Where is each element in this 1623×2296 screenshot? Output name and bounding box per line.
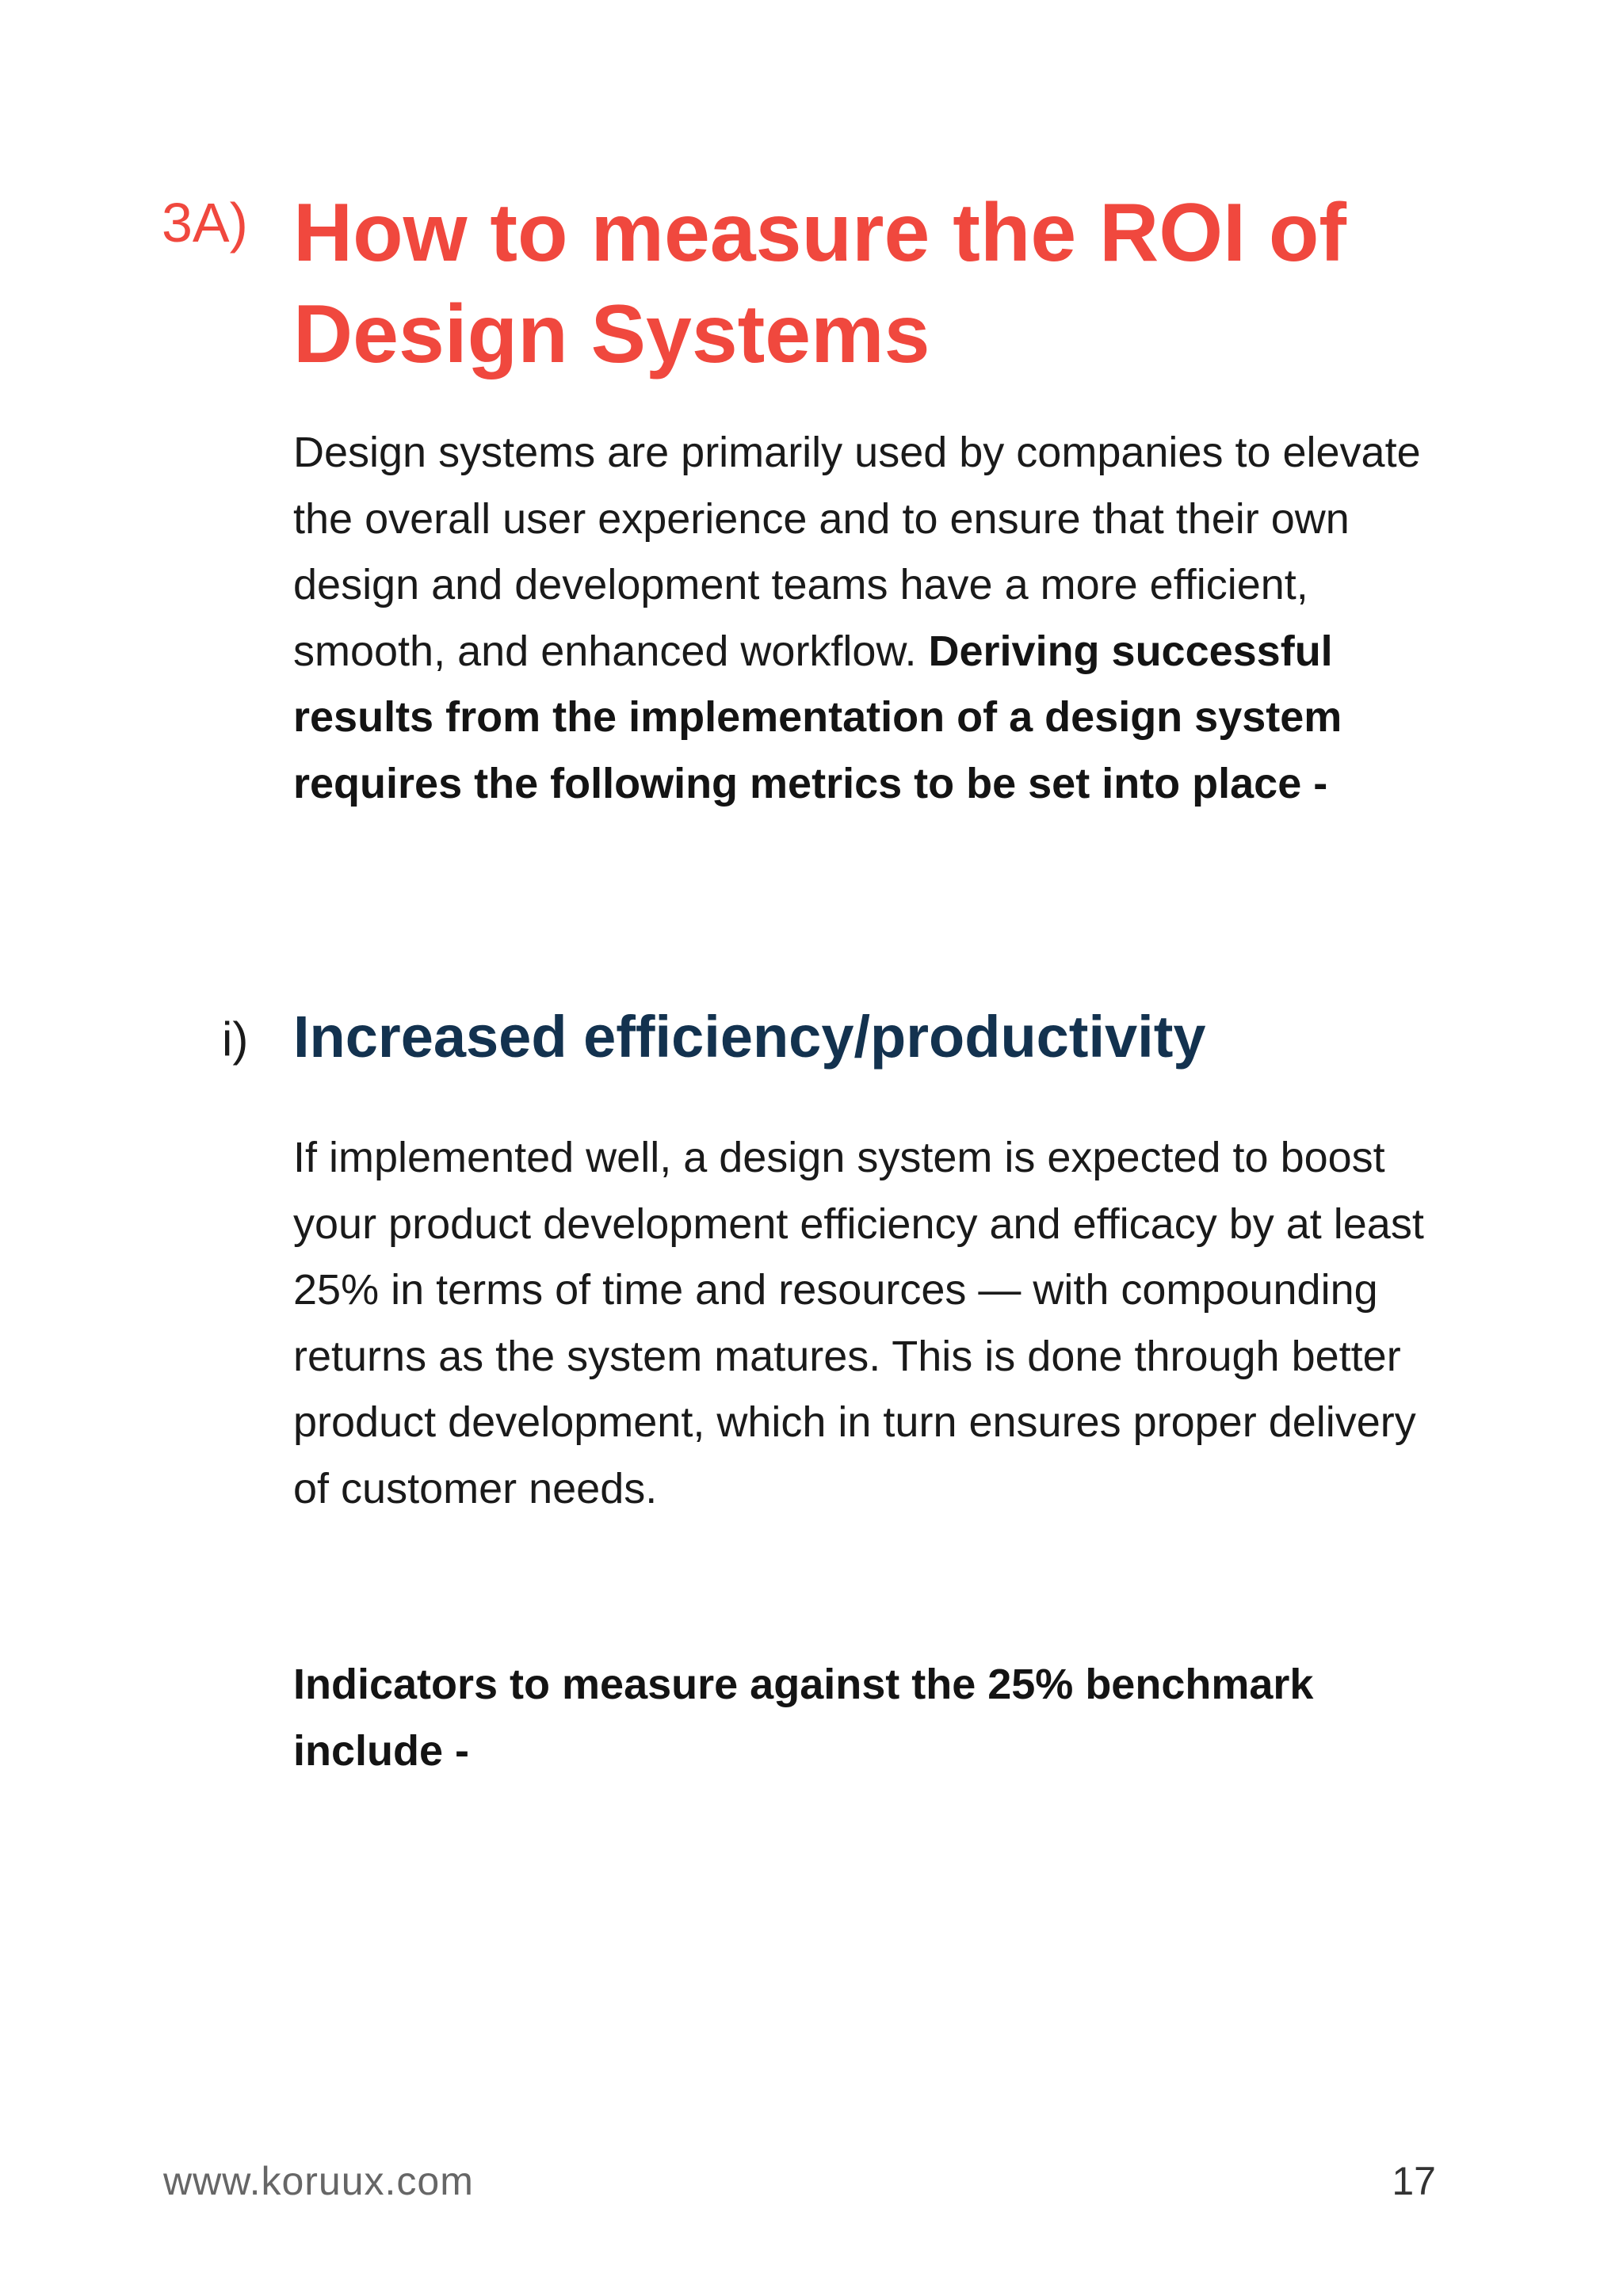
section-marker: 3A) [162,192,248,254]
subsection-title: Increased efficiency/productivity [293,1004,1206,1070]
page-number: 17 [1392,2159,1436,2203]
intro-paragraph [293,420,1434,817]
intro-emphasis: Deriving successful results from the implementation of a design system requires the following metrics to be set into place - [293,627,1342,807]
subsection-marker: i) [222,1013,249,1066]
efficiency-paragraph: If implemented well, a design system is expected to boost your product development efficiency and efficacy by at least 25% in terms of time and resources — with compounding returns as the system matures. This is done through better product development, which in turn ensures proper delivery of customer needs. [293,1134,1424,1512]
footer-url: www.koruux.com [163,2159,474,2203]
indicators-heading: Indicators to measure against the 25% benchmark include - [293,1661,1314,1775]
intro-text: Design systems are primarily used by companies to elevate the overall user experience and to ensure that their own design and development teams have a more efficient, smooth, and enhanced workflow. [293,429,1421,675]
section-title: How to measure the ROI of Design Systems [293,187,1347,380]
